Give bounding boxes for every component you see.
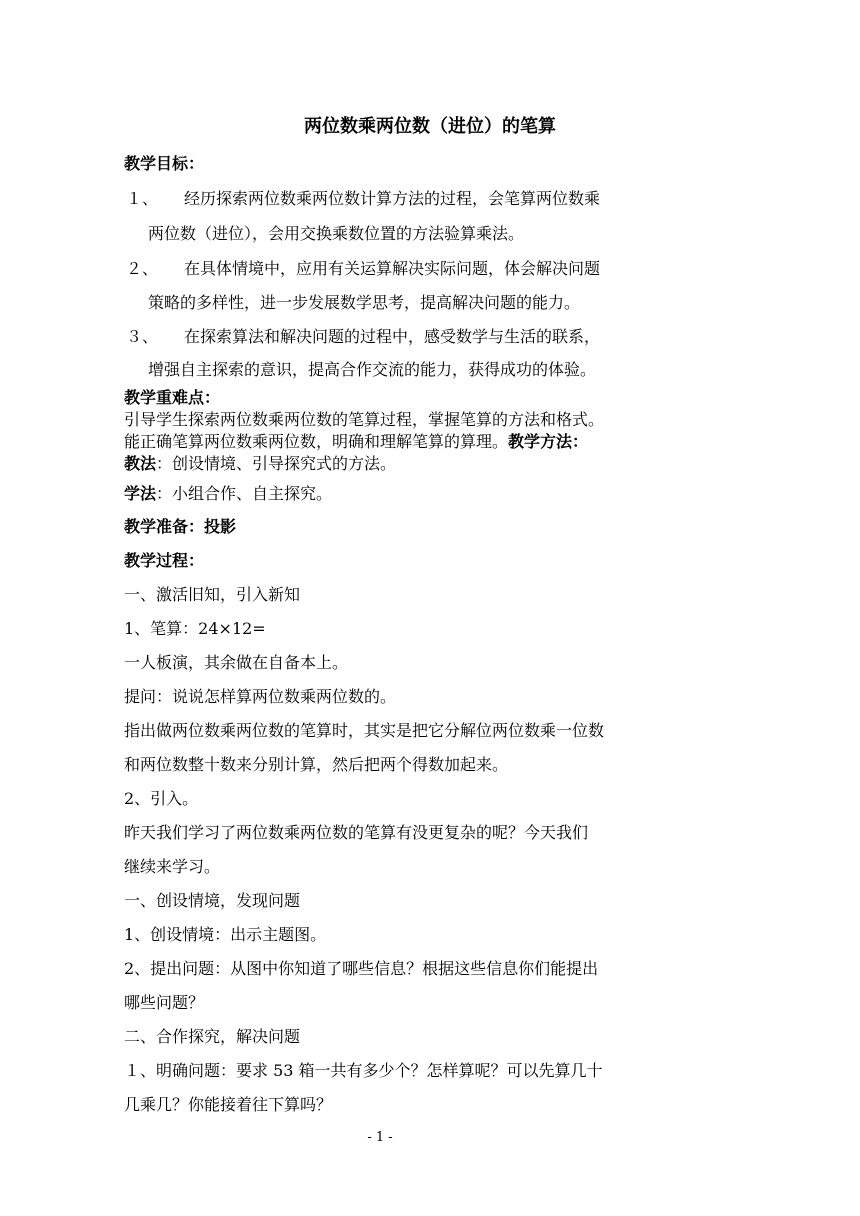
methods-heading: 教学方法： (508, 432, 589, 451)
key-points-line2: 能正确笔算两位数乘两位数，明确和理解笔算的算理。 (124, 432, 509, 451)
teach-method-label: 教法 (124, 454, 157, 473)
body-line: 几乘几？你能接着往下算吗？ (124, 1095, 333, 1114)
body-line: 和两位数整十数来分别计算，然后把两个得数加起来。 (124, 755, 509, 774)
body-line: 昨天我们学习了两位数乘两位数的笔算有没更复杂的呢？今天我们 (124, 823, 589, 842)
page-title: 两位数乘两位数（进位）的笔算 (304, 116, 556, 137)
body-line: 2、引入。 (124, 789, 199, 808)
key-points-heading: 教学重难点： (124, 388, 221, 407)
learn-method-label: 学法 (124, 484, 157, 503)
goal-3-line1: 在探索算法和解决问题的过程中，感受数学与生活的联系， (184, 327, 601, 346)
teach-method-text: ：创设情境、引导探究式的方法。 (156, 454, 397, 473)
goal-2-line1: 在具体情境中，应用有关运算解决实际问题，体会解决问题 (184, 259, 601, 278)
learn-method-line (124, 484, 332, 504)
key-points-line1: 引导学生探索两位数乘两位数的笔算过程，掌握笔算的方法和格式。 (124, 410, 605, 429)
body-line: 提问：说说怎样算两位数乘两位数的。 (124, 687, 397, 706)
body-line: １、明确问题：要求 53 箱一共有多少个？怎样算呢？可以先算几十 (124, 1061, 603, 1080)
body-line: 2、提出问题：从图中你知道了哪些信息？根据这些信息你们能提出 (124, 959, 599, 978)
process-heading: 教学过程： (124, 551, 205, 570)
goal-3-number: ３、 (126, 327, 159, 346)
body-line: 哪些问题？ (124, 993, 205, 1012)
learn-method-text: ：小组合作、自主探究。 (156, 484, 333, 503)
goal-3-line2: 增强自主探索的意识，提高合作交流的能力，获得成功的体验。 (148, 360, 597, 379)
page-number: - 1 - (367, 1130, 393, 1145)
goal-2-line2: 策略的多样性，进一步发展数学思考，提高解决问题的能力。 (148, 293, 581, 312)
body-line: 指出做两位数乘两位数的笔算时，其实是把它分解位两位数乘一位数 (124, 721, 605, 740)
body-line: 1、创设情境：出示主题图。 (124, 925, 327, 944)
body-line: 继续来学习。 (124, 857, 221, 876)
goal-2-number: ２、 (126, 259, 159, 278)
key-points-line2-wrap (124, 432, 588, 452)
body-line: 二、合作探究，解决问题 (124, 1027, 301, 1046)
goals-heading: 教学目标： (124, 154, 205, 173)
goal-1-number: １、 (126, 189, 159, 208)
prep-line: 教学准备：投影 (124, 517, 237, 536)
body-line: 一、创设情境，发现问题 (124, 891, 301, 910)
body-line: 一人板演，其余做在自备本上。 (124, 653, 349, 672)
goal-1-line1: 经历探索两位数乘两位数计算方法的过程，会笔算两位数乘 (184, 189, 601, 208)
goal-1-line2: 两位数（进位），会用交换乘数位置的方法验算乘法。 (148, 224, 525, 243)
body-line: 1、笔算：24×12= (124, 619, 266, 638)
body-line: 一、激活旧知，引入新知 (124, 585, 301, 604)
teach-method-line (124, 454, 396, 474)
